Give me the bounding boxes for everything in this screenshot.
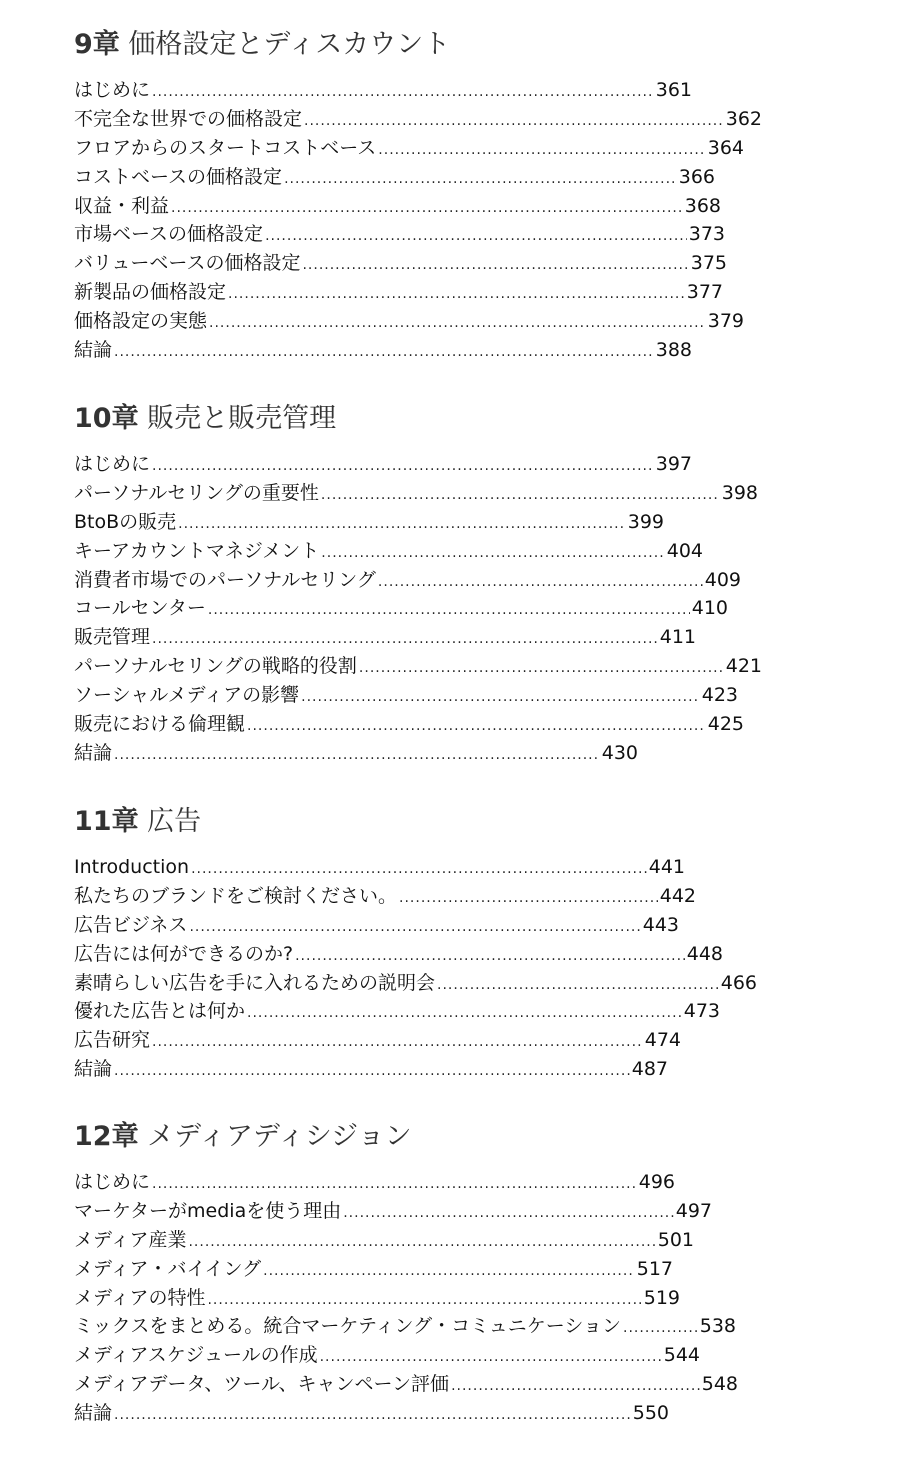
toc-entry[interactable] <box>74 192 721 221</box>
toc-entry-label: 不完全な世界での価格設定 <box>74 107 303 130</box>
toc-entry-label: キーアカウントマネジメント <box>74 539 320 562</box>
toc-entry[interactable] <box>74 1341 700 1370</box>
toc-entry[interactable] <box>74 594 728 623</box>
dot-leader <box>265 222 687 249</box>
dot-leader <box>295 942 685 969</box>
dot-leader <box>451 1372 700 1399</box>
toc-entry-page: 443 <box>642 913 679 936</box>
toc-entry[interactable] <box>74 882 696 911</box>
dot-leader <box>343 1199 674 1226</box>
toc-entry-page: 373 <box>688 223 725 246</box>
toc-entry-label: 素晴らしい広告を手に入れるための説明会 <box>74 971 436 994</box>
toc-entry-page: 377 <box>686 281 723 304</box>
toc-entry-page: 411 <box>659 626 696 649</box>
toc-entry-label: パーソナルセリングの戦略的役割 <box>74 655 357 678</box>
chapter-title: メディアディシジョン <box>147 1121 412 1152</box>
toc-entry[interactable] <box>74 853 685 882</box>
dot-leader <box>228 280 685 307</box>
toc-list <box>74 1168 774 1428</box>
chapter-12 <box>74 1118 774 1428</box>
toc-entry[interactable] <box>74 1168 675 1197</box>
toc-entry-page: 404 <box>666 539 703 562</box>
dot-leader <box>171 194 683 221</box>
toc-entry[interactable] <box>74 911 679 940</box>
toc-entry-label: メディアスケジュールの作成 <box>74 1344 318 1367</box>
chapter-number: 11章 <box>74 806 139 837</box>
toc-entry-page: 448 <box>686 942 723 965</box>
chapter-title: 広告 <box>147 806 202 837</box>
dot-leader <box>321 539 664 566</box>
dot-leader <box>247 999 682 1026</box>
toc-entry-page: 361 <box>655 79 692 101</box>
toc-entry-label: はじめに <box>74 79 151 101</box>
toc-entry[interactable] <box>74 278 723 307</box>
toc-entry-page: 487 <box>631 1058 668 1081</box>
toc-entry-label: 販売における倫理観 <box>74 713 246 736</box>
toc-entry-page: 430 <box>601 741 638 764</box>
chapter-heading <box>74 1118 774 1156</box>
toc-list <box>74 76 774 365</box>
chapter-title: 販売と販売管理 <box>147 403 337 434</box>
toc-entry-label: 消費者市場でのパーソナルセリング <box>74 568 376 591</box>
dot-leader <box>304 107 724 134</box>
toc-entry[interactable] <box>74 1197 712 1226</box>
toc-entry-label: メディアの特性 <box>74 1286 206 1309</box>
toc-entry-page: 501 <box>657 1228 694 1251</box>
toc-entry[interactable] <box>74 940 723 969</box>
dot-leader <box>207 1286 641 1313</box>
toc-entry[interactable] <box>74 1370 738 1399</box>
dot-leader <box>378 568 703 595</box>
toc-entry-label: はじめに <box>74 1171 151 1193</box>
toc-entry-page: 409 <box>704 568 741 591</box>
toc-entry[interactable] <box>74 76 692 105</box>
toc-entry-label: 結論 <box>74 1402 113 1425</box>
toc-entry-label: コールセンター <box>74 597 206 620</box>
toc-entry[interactable] <box>74 1055 668 1084</box>
toc-entry-label: コストベースの価格設定 <box>74 165 283 188</box>
dot-leader <box>152 78 654 105</box>
dot-leader <box>247 712 706 739</box>
dot-leader <box>189 913 640 940</box>
toc-entry-page: 425 <box>707 713 744 736</box>
dot-leader <box>114 741 600 768</box>
toc-entry-label: 広告には何ができるのか? <box>74 942 294 965</box>
toc-entry[interactable] <box>74 681 738 710</box>
toc-entry[interactable] <box>74 739 638 768</box>
toc-entry-page: 517 <box>636 1257 673 1280</box>
toc-entry-label: フロアからのスタートコストベース <box>74 136 377 159</box>
chapter-heading <box>74 26 774 64</box>
toc-entry-page: 362 <box>725 107 762 130</box>
toc-entry[interactable] <box>74 508 664 537</box>
dot-leader <box>399 884 658 911</box>
chapter-number: 12章 <box>74 1121 139 1152</box>
dot-leader <box>263 1257 635 1284</box>
toc-entry-page: 519 <box>643 1286 680 1309</box>
dot-leader <box>114 1401 631 1428</box>
toc-entry-page: 474 <box>644 1029 681 1052</box>
dot-leader <box>152 625 658 652</box>
chapter-heading <box>74 400 774 438</box>
toc-entry-page: 550 <box>632 1402 669 1425</box>
toc-entry-label: 販売管理 <box>74 626 151 649</box>
toc-entry[interactable] <box>74 710 744 739</box>
toc-entry-label: 収益・利益 <box>74 194 170 217</box>
toc-entry[interactable] <box>74 105 762 134</box>
toc-entry-page: 496 <box>638 1171 675 1193</box>
toc-entry-label: Introduction <box>74 856 190 878</box>
toc-entry[interactable] <box>74 450 692 479</box>
toc-entry-page: 421 <box>725 655 762 678</box>
dot-leader <box>152 1028 643 1055</box>
toc-entry-label: メディア・バイイング <box>74 1257 262 1280</box>
toc-entry-page: 366 <box>678 165 715 188</box>
dot-leader <box>623 1314 698 1341</box>
toc-entry[interactable] <box>74 623 696 652</box>
toc-entry[interactable] <box>74 969 757 998</box>
toc-entry[interactable] <box>74 1255 673 1284</box>
toc-entry-label: 結論 <box>74 339 113 362</box>
dot-leader <box>209 309 706 336</box>
toc-entry[interactable] <box>74 1399 669 1428</box>
dot-leader <box>188 1228 655 1255</box>
toc-entry[interactable] <box>74 163 715 192</box>
toc-entry-label: マーケターがmediaを使う理由 <box>74 1199 342 1222</box>
toc-entry-page: 423 <box>701 684 738 707</box>
chapter-number: 9章 <box>74 29 120 60</box>
chapter-11 <box>74 803 774 1084</box>
toc-entry-page: 497 <box>675 1199 712 1222</box>
toc-entry-page: 473 <box>683 1000 720 1023</box>
toc-entry-label: メディア産業 <box>74 1228 187 1251</box>
toc-entry-label: 新製品の価格設定 <box>74 281 227 304</box>
toc-entry-page: 410 <box>691 597 728 620</box>
dot-leader <box>191 855 647 882</box>
toc-entry-label: 結論 <box>74 741 113 764</box>
chapter-title: 価格設定とディスカウント <box>128 29 451 60</box>
toc-entry-label: はじめに <box>74 453 151 475</box>
toc-entry-page: 364 <box>707 136 744 159</box>
toc-entry-page: 368 <box>684 194 721 217</box>
toc-entry[interactable] <box>74 479 758 508</box>
toc-entry[interactable] <box>74 1226 694 1255</box>
toc-entry-label: ミックスをまとめる。統合マーケティング・コミュニケーション <box>74 1315 622 1338</box>
dot-leader <box>114 338 654 365</box>
toc-entry[interactable] <box>74 652 762 681</box>
toc-entry[interactable] <box>74 566 741 595</box>
dot-leader <box>320 1343 662 1370</box>
toc-entry-label: 結論 <box>74 1058 113 1081</box>
dot-leader <box>321 481 720 508</box>
dot-leader <box>178 510 626 537</box>
toc-entry-label: 価格設定の実態 <box>74 310 208 333</box>
dot-leader <box>302 251 688 278</box>
chapter-heading <box>74 803 774 841</box>
toc-entry-page: 375 <box>690 252 727 275</box>
toc-entry-label: BtoBの販売 <box>74 510 177 533</box>
toc-entry-label: 広告ビジネス <box>74 913 188 936</box>
toc-entry[interactable] <box>74 249 727 278</box>
toc-entry-label: 広告研究 <box>74 1029 151 1052</box>
toc-entry[interactable] <box>74 220 725 249</box>
toc-entry-page: 466 <box>720 971 757 994</box>
chapter-number: 10章 <box>74 403 139 434</box>
toc-entry[interactable] <box>74 134 744 163</box>
toc-entry-page: 399 <box>627 510 664 533</box>
toc-list <box>74 853 774 1084</box>
chapter-9 <box>74 26 774 365</box>
toc-entry-label: 市場ベースの価格設定 <box>74 223 264 246</box>
dot-leader <box>114 1057 630 1084</box>
dot-leader <box>152 452 654 479</box>
toc-entry[interactable] <box>74 307 744 336</box>
toc-entry-label: 優れた広告とは何か <box>74 1000 246 1023</box>
toc-entry-page: 388 <box>655 339 692 362</box>
toc-entry-page: 441 <box>648 856 685 878</box>
toc-entry[interactable] <box>74 997 720 1026</box>
toc-entry-page: 538 <box>699 1315 736 1338</box>
toc-entry-label: パーソナルセリングの重要性 <box>74 481 319 504</box>
dot-leader <box>378 136 705 163</box>
toc-entry-label: メディアデータ、ツール、キャンペーン評価 <box>74 1373 450 1396</box>
dot-leader <box>152 1170 637 1197</box>
toc-entry-label: バリューベースの価格設定 <box>74 252 301 275</box>
toc-entry[interactable] <box>74 1026 681 1055</box>
toc-entry-label: ソーシャルメディアの影響 <box>74 684 300 707</box>
toc-entry[interactable] <box>74 537 703 566</box>
toc-entry-page: 397 <box>655 453 692 475</box>
toc-entry-label: 私たちのブランドをご検討ください。 <box>74 884 398 907</box>
dot-leader <box>301 683 700 710</box>
toc-list <box>74 450 774 768</box>
toc-entry[interactable] <box>74 1312 736 1341</box>
dot-leader <box>208 596 690 623</box>
toc-entry-page: 398 <box>721 481 758 504</box>
dot-leader <box>359 654 724 681</box>
dot-leader <box>284 165 677 192</box>
dot-leader <box>437 971 719 998</box>
chapter-10 <box>74 400 774 768</box>
toc-entry-page: 544 <box>663 1344 700 1367</box>
toc-entry[interactable] <box>74 1284 680 1313</box>
toc-entry-page: 548 <box>701 1373 738 1396</box>
toc-entry[interactable] <box>74 336 692 365</box>
toc-entry-page: 379 <box>707 310 744 333</box>
toc-entry-page: 442 <box>659 884 696 907</box>
